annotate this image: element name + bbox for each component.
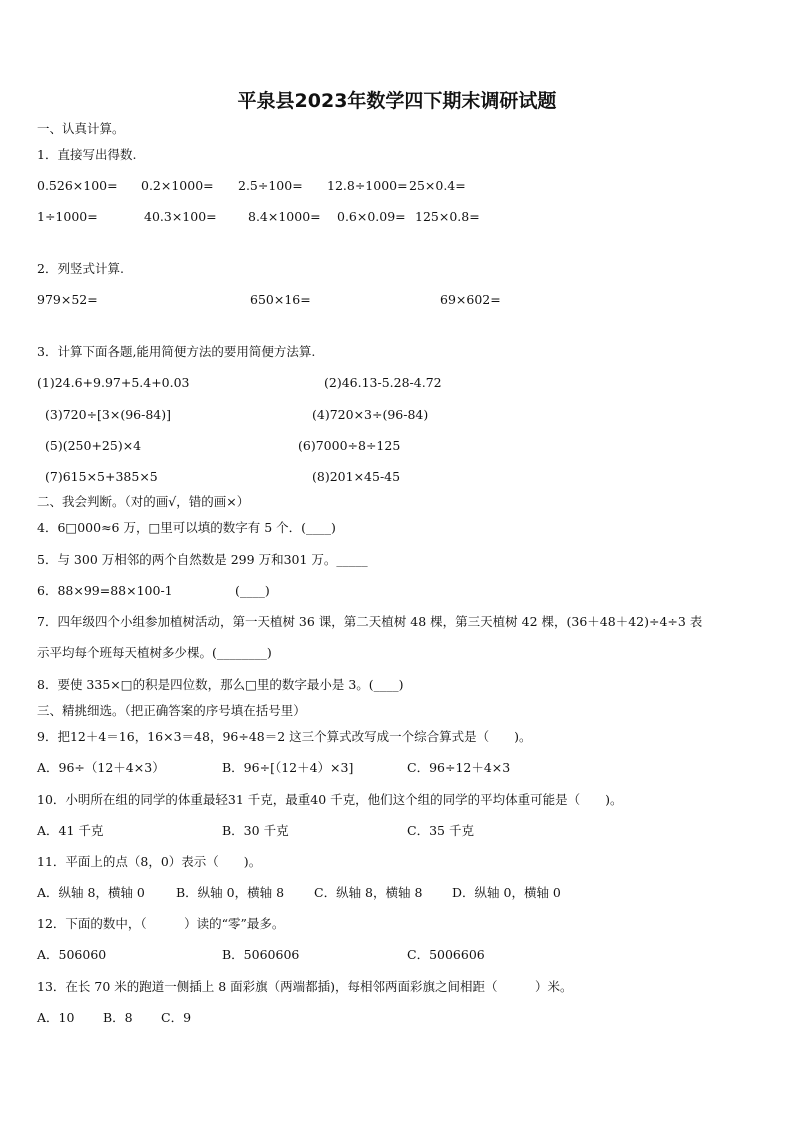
q1-item: 12.8÷1000= — [327, 178, 408, 193]
q6-text: 6．88×99=88×100-1 — [37, 583, 173, 598]
q1-item: 0.6×0.09= — [337, 209, 406, 224]
q3-item: (4)720×3÷(96-84) — [312, 407, 429, 422]
q1-item: 125×0.8= — [415, 209, 480, 224]
option-a: A．96÷（12＋4×3） — [37, 760, 165, 775]
q1-item: 40.3×100= — [144, 209, 217, 224]
option-b: B．5060606 — [222, 947, 300, 962]
option-a: A．纵轴 8，横轴 0 — [37, 885, 145, 900]
q1-item: 2.5÷100= — [238, 178, 303, 193]
q7-line-2: 示平均每个班每天植树多少棵。(________) — [37, 645, 272, 660]
q2-stem: 2．列竖式计算. — [37, 261, 124, 276]
page-title: 平泉县2023年数学四下期末调研试题 — [237, 90, 557, 112]
q13-stem: 13．在长 70 米的跑道一侧插上 8 面彩旗（两端都插)，每相邻两面彩旗之间相距（ ）米。 — [37, 979, 573, 994]
q3-item: (3)720÷[3×(96-84)] — [45, 407, 172, 422]
option-a: A．506060 — [37, 947, 107, 962]
q3-stem: 3．计算下面各题,能用简便方法的要用简便方法算. — [37, 344, 316, 359]
q2-item: 69×602= — [440, 292, 501, 307]
q2-item: 650×16= — [250, 292, 311, 307]
option-a: A．41 千克 — [37, 823, 104, 838]
q10-stem: 10．小明所在组的同学的体重最轻31 千克，最重40 千克，他们这个组的同学的平均体重可能是（ )。 — [37, 792, 623, 807]
section-1-heading: 一、认真计算。 — [37, 121, 125, 136]
option-c: C．96÷12＋4×3 — [407, 760, 511, 775]
option-b: B．纵轴 0，横轴 8 — [176, 885, 285, 900]
q8-text: 8．要使 335×□的积是四位数，那么□里的数字最小是 3。(____) — [37, 677, 404, 692]
q3-item: (6)7000÷8÷125 — [298, 438, 401, 453]
q3-item: (1)24.6+9.97+5.4+0.03 — [37, 375, 190, 390]
q6-blank: (____) — [235, 583, 270, 598]
section-3-heading: 三、精挑细选。（把正确答案的序号填在括号里） — [37, 703, 306, 718]
option-b: B．30 千克 — [222, 823, 289, 838]
q4-text: 4．6□000≈6 万，□里可以填的数字有 5 个．(____) — [37, 520, 336, 535]
option-a: A．10 — [37, 1010, 75, 1025]
q1-stem: 1．直接写出得数. — [37, 147, 137, 162]
option-c: C．5006606 — [407, 947, 485, 962]
section-2-heading: 二、我会判断。（对的画√，错的画×） — [37, 494, 250, 509]
option-c: C．纵轴 8，横轴 8 — [314, 885, 423, 900]
option-c: C．9 — [161, 1010, 192, 1025]
q1-item: 0.526×100= — [37, 178, 118, 193]
option-b: B．96÷[（12＋4）×3] — [222, 760, 354, 775]
option-d: D．纵轴 0，横轴 0 — [452, 885, 561, 900]
option-b: B．8 — [103, 1010, 133, 1025]
q11-stem: 11．平面上的点（8，0）表示（ )。 — [37, 854, 262, 869]
q3-item: (7)615×5+385×5 — [45, 469, 158, 484]
q12-stem: 12．下面的数中，（ ）读的“零”最多。 — [37, 916, 285, 931]
q1-item: 25×0.4= — [409, 178, 466, 193]
q1-item: 0.2×1000= — [141, 178, 214, 193]
q9-stem: 9．把12＋4＝16，16×3＝48，96÷48＝2 这三个算式改写成一个综合算式是（ )。 — [37, 729, 532, 744]
option-c: C．35 千克 — [407, 823, 474, 838]
q5-text: 5．与 300 万相邻的两个自然数是 299 万和301 万。_____ — [37, 552, 368, 567]
q3-item: (2)46.13-5.28-4.72 — [324, 375, 442, 390]
q3-item: (5)(250+25)×4 — [45, 438, 142, 453]
q3-item: (8)201×45-45 — [312, 469, 401, 484]
q2-item: 979×52= — [37, 292, 98, 307]
q1-item: 8.4×1000= — [248, 209, 321, 224]
q1-item: 1÷1000= — [37, 209, 98, 224]
q7-line-1: 7．四年级四个小组参加植树活动，第一天植树 36 课，第二天植树 48 棵，第三天植树 42 棵，(36＋48＋42)÷4÷3 表 — [37, 614, 703, 629]
